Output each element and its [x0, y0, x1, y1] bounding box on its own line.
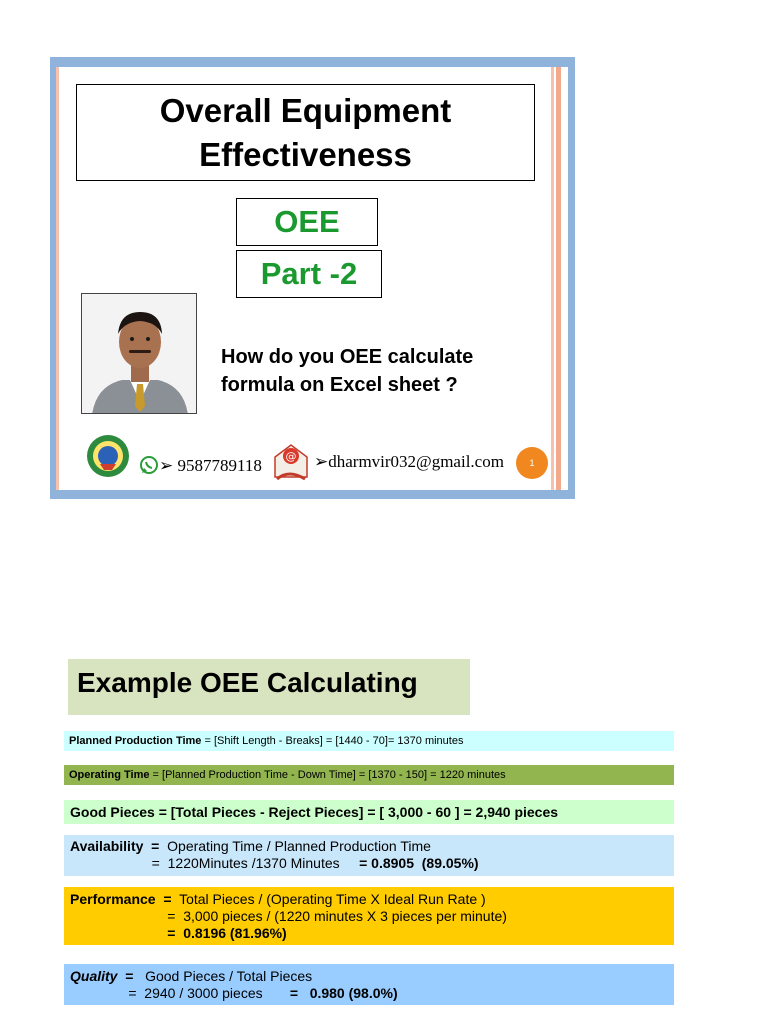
slide-canvas	[56, 67, 568, 490]
planned-production-time-row	[64, 731, 674, 751]
question-line2: formula on Excel sheet ?	[221, 374, 458, 396]
email-graphic	[271, 439, 311, 483]
availability-line1	[70, 838, 674, 855]
quality-line1	[70, 968, 674, 985]
planned-formula: = [Shift Length - Breaks] = [1440 - 70]= 1370 minutes	[201, 735, 464, 747]
qa-logo	[86, 434, 130, 478]
operating-time-row	[64, 765, 674, 785]
phone-contact	[139, 455, 262, 476]
quality-line2	[70, 985, 674, 1002]
operating-label: Operating Time	[69, 769, 150, 781]
example-heading: Example OEE Calculating	[68, 659, 470, 715]
performance-line2: = 3,000 pieces / (1220 minutes X 3 pieces per minute)	[70, 908, 507, 924]
slide-left-border	[56, 67, 59, 490]
slide-question	[221, 343, 551, 399]
quality-result: = 0.980 (98.0%)	[289, 985, 398, 1001]
slide-title	[76, 84, 535, 181]
quality-label: Quality	[70, 968, 118, 984]
quality-formula: Good Pieces / Total Pieces	[141, 968, 313, 984]
performance-indent	[70, 925, 167, 941]
slide-right-border-outer	[556, 67, 561, 490]
oee-label-box: OEE	[236, 198, 378, 246]
slide-number-badge: 1	[516, 447, 548, 479]
availability-calc: = 1220Minutes /1370 Minutes	[70, 855, 360, 871]
availability-line2	[70, 855, 674, 872]
whatsapp-icon	[139, 455, 159, 475]
email-icon	[271, 439, 311, 483]
svg-text:@: @	[285, 450, 297, 463]
question-line1: How do you OEE calculate	[221, 346, 474, 368]
availability-result: = 0.8905 (89.05%)	[359, 855, 479, 871]
presenter-photo	[81, 293, 197, 414]
operating-formula: = [Planned Production Time - Down Time] = [1370 - 150] = 1220 minutes	[149, 769, 506, 781]
availability-row	[64, 835, 674, 876]
performance-line1	[70, 891, 674, 908]
performance-row	[64, 887, 674, 945]
phone-number: ➢ 9587789118	[159, 456, 262, 475]
availability-label: Availability =	[70, 838, 160, 854]
presenter-portrait-image	[82, 294, 197, 414]
availability-formula: Operating Time / Planned Production Time	[159, 838, 431, 854]
quality-equals: =	[117, 968, 142, 984]
performance-formula: Total Pieces / (Operating Time X Ideal Run Rate )	[171, 891, 486, 907]
good-pieces-row: Good Pieces = [Total Pieces - Reject Pieces] = [ 3,000 - 60 ] = 2,940 pieces	[64, 800, 674, 824]
slide-title-line1: Overall Equipment	[159, 92, 452, 129]
slide-title-line2: Effectiveness	[199, 136, 412, 173]
performance-label: Performance =	[70, 891, 172, 907]
email-address: ➢dharmvir032@gmail.com	[314, 452, 504, 471]
quality-row	[64, 964, 674, 1005]
presentation-slide	[50, 57, 575, 499]
part-label-box: Part -2	[236, 250, 382, 298]
qa-logo-icon	[86, 434, 130, 478]
performance-line3	[70, 925, 674, 942]
quality-calc: = 2940 / 3000 pieces	[70, 985, 290, 1001]
slide-right-border-inner	[551, 67, 554, 490]
planned-label: Planned Production Time	[69, 735, 202, 747]
performance-result: = 0.8196 (81.96%)	[167, 925, 287, 941]
